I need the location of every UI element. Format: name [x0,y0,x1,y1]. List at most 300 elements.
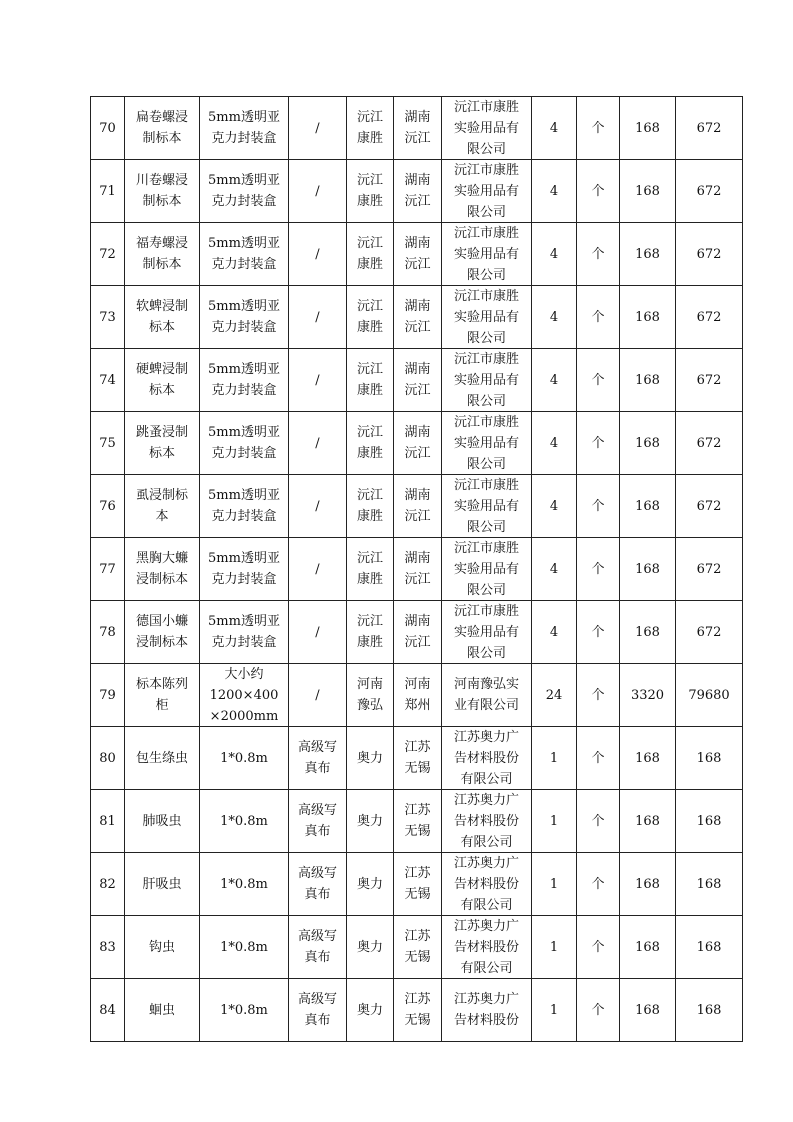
unit-price-cell-text: 168 [635,246,660,262]
row-number-cell-text: 74 [99,372,116,388]
item-name-cell [125,601,200,664]
origin-cell [394,160,442,223]
specification-cell [200,727,289,790]
row-number-cell [91,349,125,412]
material-cell [289,412,347,475]
unit-cell-text: 个 [591,687,605,703]
material-cell-text: / [315,183,320,199]
manufacturer-cell-text: 沅江市康胜 实验用品有 限公司 [453,226,519,283]
item-name-cell [125,286,200,349]
unit-price-cell-text: 168 [635,309,660,325]
unit-cell-text: 个 [591,309,605,325]
unit-cell-text: 个 [591,120,605,136]
specification-cell [200,664,289,727]
total-price-cell [676,790,743,853]
quantity-cell [532,475,577,538]
row-number-cell-text: 71 [99,183,116,199]
origin-cell-text: 湖南 沅江 [404,488,431,524]
item-name-cell-text: 黑胸大蠊 浸制标本 [135,551,188,587]
row-number-cell [91,727,125,790]
specification-cell-text: 5mm透明亚 克力封装盒 [208,551,280,587]
manufacturer-cell [442,286,532,349]
manufacturer-cell-text: 江苏奥力广 告材料股份 [453,992,519,1028]
total-price-cell [676,349,743,412]
row-number-cell [91,538,125,601]
unit-cell [577,727,620,790]
total-price-cell-text: 672 [696,183,722,199]
unit-cell-text: 个 [591,183,605,199]
unit-price-cell [620,223,676,286]
row-number-cell-text: 75 [99,435,116,451]
specification-cell [200,412,289,475]
total-price-cell-text: 168 [696,876,722,892]
row-number-cell [91,160,125,223]
brand-cell [347,979,394,1042]
brand-cell-text: 奥力 [356,939,383,955]
specification-cell [200,790,289,853]
material-cell-text: / [315,687,320,703]
table-row [91,412,743,475]
material-cell [289,601,347,664]
total-price-cell-text: 168 [696,813,722,829]
brand-cell-text: 沅江 康胜 [356,425,383,461]
brand-cell [347,916,394,979]
unit-price-cell [620,979,676,1042]
row-number-cell [91,664,125,727]
table-row [91,349,743,412]
origin-cell-text: 江苏 无锡 [404,929,431,965]
unit-cell [577,916,620,979]
unit-cell [577,601,620,664]
origin-cell [394,916,442,979]
total-price-cell-text: 672 [696,561,722,577]
row-number-cell [91,790,125,853]
item-name-cell-text: 德国小蠊 浸制标本 [135,614,188,650]
unit-cell-text: 个 [591,813,605,829]
quantity-cell-text: 1 [549,1002,559,1018]
specification-cell [200,286,289,349]
specification-cell-text: 5mm透明亚 克力封装盒 [208,362,280,398]
origin-cell-text: 江苏 无锡 [404,803,431,839]
unit-cell [577,979,620,1042]
brand-cell-text: 沅江 康胜 [356,362,383,398]
material-cell [289,979,347,1042]
item-name-cell [125,664,200,727]
material-cell [289,538,347,601]
origin-cell-text: 江苏 无锡 [404,740,431,776]
quantity-cell [532,412,577,475]
specification-cell [200,223,289,286]
item-name-cell [125,853,200,916]
quantity-cell-text: 1 [549,876,559,892]
item-name-cell [125,916,200,979]
brand-cell-text: 奥力 [356,813,383,829]
total-price-cell [676,160,743,223]
material-cell-text: 高级写 真布 [297,929,337,965]
quantity-cell-text: 4 [549,309,559,325]
origin-cell-text: 江苏 无锡 [404,866,431,902]
material-cell [289,160,347,223]
item-name-cell [125,223,200,286]
manufacturer-cell [442,223,532,286]
unit-price-cell-text: 168 [635,183,660,199]
unit-cell [577,286,620,349]
table-row [91,475,743,538]
specification-cell [200,853,289,916]
material-cell-text: / [315,561,320,577]
unit-cell-text: 个 [591,372,605,388]
quantity-cell [532,916,577,979]
origin-cell [394,538,442,601]
manufacturer-cell [442,475,532,538]
origin-cell [394,664,442,727]
row-number-cell-text: 83 [99,939,116,955]
origin-cell [394,853,442,916]
total-price-cell-text: 672 [696,624,722,640]
origin-cell [394,349,442,412]
unit-price-cell [620,412,676,475]
total-price-cell [676,853,743,916]
total-price-cell-text: 672 [696,120,722,136]
quantity-cell-text: 4 [549,183,559,199]
manufacturer-cell [442,979,532,1042]
row-number-cell [91,475,125,538]
brand-cell [347,790,394,853]
unit-price-cell-text: 3320 [630,687,665,703]
total-price-cell [676,979,743,1042]
unit-price-cell-text: 168 [635,120,660,136]
material-cell [289,286,347,349]
material-cell-text: / [315,372,320,388]
specification-cell [200,916,289,979]
origin-cell-text: 湖南 沅江 [404,236,431,272]
material-cell-text: / [315,498,320,514]
quantity-cell-text: 4 [549,624,559,640]
quantity-cell-text: 4 [549,498,559,514]
table-row [91,727,743,790]
origin-cell [394,979,442,1042]
specification-cell-text: 5mm透明亚 克力封装盒 [208,110,280,146]
row-number-cell-text: 82 [99,876,116,892]
brand-cell [347,286,394,349]
unit-cell [577,790,620,853]
row-number-cell-text: 73 [99,309,116,325]
row-number-cell-text: 80 [99,750,116,766]
quantity-cell-text: 24 [545,687,563,703]
specification-cell [200,538,289,601]
total-price-cell [676,475,743,538]
manufacturer-cell-text: 沅江市康胜 实验用品有 限公司 [453,352,519,409]
unit-cell-text: 个 [591,561,605,577]
table-row [91,979,743,1042]
specification-cell-text: 5mm透明亚 克力封装盒 [208,299,280,335]
row-number-cell [91,916,125,979]
quantity-cell-text: 4 [549,372,559,388]
table-row [91,916,743,979]
total-price-cell-text: 672 [696,372,722,388]
manufacturer-cell-text: 河南豫弘实 业有限公司 [453,677,519,713]
total-price-cell [676,97,743,160]
item-name-cell [125,790,200,853]
unit-cell [577,349,620,412]
unit-cell-text: 个 [591,939,605,955]
item-name-cell [125,160,200,223]
row-number-cell-text: 81 [99,813,116,829]
material-cell-text: 高级写 真布 [297,803,337,839]
manufacturer-cell [442,97,532,160]
item-name-cell [125,349,200,412]
row-number-cell [91,97,125,160]
brand-cell-text: 河南 豫弘 [356,677,383,713]
quantity-cell [532,223,577,286]
origin-cell-text: 湖南 沅江 [404,425,431,461]
item-name-cell-text: 标本陈列 柜 [135,677,188,713]
manufacturer-cell [442,664,532,727]
quantity-cell-text: 1 [549,750,559,766]
material-cell-text: / [315,435,320,451]
specification-cell-text: 5mm透明亚 克力封装盒 [208,614,280,650]
total-price-cell [676,223,743,286]
brand-cell [347,97,394,160]
material-cell-text: / [315,246,320,262]
unit-price-cell [620,160,676,223]
unit-cell-text: 个 [591,1002,605,1018]
total-price-cell [676,664,743,727]
brand-cell [347,664,394,727]
item-name-cell [125,979,200,1042]
total-price-cell [676,412,743,475]
specification-cell-text: 1*0.8m [220,1002,268,1018]
total-price-cell-text: 672 [696,246,722,262]
specification-cell-text: 5mm透明亚 克力封装盒 [208,488,280,524]
unit-price-cell [620,538,676,601]
unit-price-cell [620,286,676,349]
row-number-cell [91,223,125,286]
unit-cell [577,160,620,223]
manufacturer-cell [442,538,532,601]
material-cell-text: / [315,120,320,136]
row-number-cell-text: 70 [99,120,116,136]
brand-cell-text: 沅江 康胜 [356,236,383,272]
item-name-cell-text: 软蜱浸制 标本 [135,299,188,335]
item-name-cell [125,538,200,601]
table-row [91,538,743,601]
specification-cell-text: 1*0.8m [220,750,268,766]
item-name-cell [125,412,200,475]
specification-cell [200,475,289,538]
unit-cell-text: 个 [591,750,605,766]
table-row [91,286,743,349]
total-price-cell [676,601,743,664]
total-price-cell-text: 672 [696,309,722,325]
origin-cell [394,475,442,538]
unit-cell [577,853,620,916]
manufacturer-cell [442,790,532,853]
quantity-cell-text: 1 [549,813,559,829]
brand-cell-text: 奥力 [356,1002,383,1018]
brand-cell-text: 沅江 康胜 [356,299,383,335]
manufacturer-cell-text: 沅江市康胜 实验用品有 限公司 [453,478,519,535]
unit-price-cell-text: 168 [635,498,660,514]
row-number-cell-text: 79 [99,687,116,703]
manufacturer-cell [442,727,532,790]
quantity-cell [532,286,577,349]
manufacturer-cell-text: 江苏奥力广 告材料股份 有限公司 [453,919,519,976]
item-name-cell-text: 蛔虫 [148,1002,175,1018]
table-row [91,97,743,160]
table-row [91,853,743,916]
item-name-cell-text: 福寿螺浸 制标本 [135,236,188,272]
total-price-cell-text: 168 [696,939,722,955]
unit-cell-text: 个 [591,498,605,514]
material-cell-text: 高级写 真布 [297,866,337,902]
unit-cell [577,664,620,727]
origin-cell [394,790,442,853]
unit-cell-text: 个 [591,246,605,262]
unit-price-cell [620,97,676,160]
table-row [91,664,743,727]
brand-cell [347,412,394,475]
manufacturer-cell-text: 江苏奥力广 告材料股份 有限公司 [453,793,519,850]
item-name-cell-text: 肝吸虫 [142,876,182,892]
unit-price-cell [620,727,676,790]
origin-cell-text: 湖南 沅江 [404,110,431,146]
brand-cell-text: 奥力 [356,876,383,892]
brand-cell [347,853,394,916]
row-number-cell [91,601,125,664]
item-name-cell-text: 硬蜱浸制 标本 [135,362,188,398]
total-price-cell-text: 672 [696,435,722,451]
quantity-cell-text: 4 [549,120,559,136]
quantity-cell-text: 4 [549,246,559,262]
unit-cell [577,412,620,475]
material-cell [289,97,347,160]
material-cell [289,664,347,727]
specification-cell [200,979,289,1042]
specification-cell [200,97,289,160]
quantity-cell [532,727,577,790]
material-cell [289,349,347,412]
unit-price-cell-text: 168 [635,561,660,577]
row-number-cell [91,286,125,349]
manufacturer-cell [442,916,532,979]
unit-cell [577,223,620,286]
specification-cell-text: 大小约 1200×400 ×2000mm [209,667,279,724]
total-price-cell-text: 168 [696,1002,722,1018]
total-price-cell-text: 672 [696,498,722,514]
item-name-cell-text: 扁卷螺浸 制标本 [135,110,188,146]
manufacturer-cell-text: 沅江市康胜 实验用品有 限公司 [453,604,519,661]
table-body [91,97,743,1042]
total-price-cell [676,538,743,601]
brand-cell [347,349,394,412]
unit-price-cell-text: 168 [635,372,660,388]
item-name-cell-text: 肺吸虫 [142,813,182,829]
unit-cell-text: 个 [591,435,605,451]
origin-cell [394,223,442,286]
brand-cell [347,475,394,538]
manufacturer-cell [442,853,532,916]
manufacturer-cell [442,412,532,475]
brand-cell [347,223,394,286]
unit-cell [577,97,620,160]
unit-price-cell-text: 168 [635,939,660,955]
origin-cell-text: 湖南 沅江 [404,362,431,398]
origin-cell [394,727,442,790]
row-number-cell-text: 78 [99,624,116,640]
specification-cell [200,601,289,664]
manufacturer-cell-text: 江苏奥力广 告材料股份 有限公司 [453,856,519,913]
material-cell [289,475,347,538]
equipment-table [90,96,743,1042]
unit-price-cell-text: 168 [635,750,660,766]
brand-cell-text: 沅江 康胜 [356,110,383,146]
manufacturer-cell-text: 沅江市康胜 实验用品有 限公司 [453,415,519,472]
material-cell-text: / [315,624,320,640]
quantity-cell-text: 4 [549,435,559,451]
origin-cell-text: 湖南 沅江 [404,614,431,650]
material-cell [289,790,347,853]
unit-price-cell [620,475,676,538]
unit-price-cell [620,349,676,412]
brand-cell-text: 沅江 康胜 [356,488,383,524]
unit-price-cell [620,790,676,853]
unit-cell-text: 个 [591,876,605,892]
brand-cell [347,727,394,790]
specification-cell-text: 1*0.8m [220,876,268,892]
manufacturer-cell-text: 沅江市康胜 实验用品有 限公司 [453,289,519,346]
quantity-cell-text: 4 [549,561,559,577]
manufacturer-cell-text: 江苏奥力广 告材料股份 有限公司 [453,730,519,787]
row-number-cell-text: 84 [99,1002,116,1018]
total-price-cell-text: 168 [696,750,722,766]
quantity-cell [532,853,577,916]
material-cell [289,727,347,790]
row-number-cell [91,412,125,475]
specification-cell-text: 1*0.8m [220,939,268,955]
quantity-cell [532,160,577,223]
row-number-cell-text: 72 [99,246,116,262]
origin-cell-text: 湖南 沅江 [404,299,431,335]
material-cell-text: 高级写 真布 [297,992,337,1028]
unit-cell [577,538,620,601]
brand-cell-text: 沅江 康胜 [356,551,383,587]
material-cell [289,223,347,286]
table-row [91,790,743,853]
quantity-cell [532,538,577,601]
unit-price-cell-text: 168 [635,876,660,892]
material-cell-text: / [315,309,320,325]
quantity-cell [532,349,577,412]
quantity-cell [532,601,577,664]
manufacturer-cell [442,601,532,664]
item-name-cell-text: 包生绦虫 [135,750,188,766]
origin-cell-text: 湖南 沅江 [404,551,431,587]
unit-price-cell-text: 168 [635,813,660,829]
brand-cell-text: 沅江 康胜 [356,173,383,209]
origin-cell [394,601,442,664]
manufacturer-cell-text: 沅江市康胜 实验用品有 限公司 [453,100,519,157]
unit-price-cell-text: 168 [635,1002,660,1018]
material-cell [289,916,347,979]
manufacturer-cell [442,160,532,223]
quantity-cell [532,790,577,853]
manufacturer-cell-text: 沅江市康胜 实验用品有 限公司 [453,541,519,598]
table-row [91,223,743,286]
quantity-cell [532,97,577,160]
item-name-cell [125,97,200,160]
brand-cell [347,160,394,223]
